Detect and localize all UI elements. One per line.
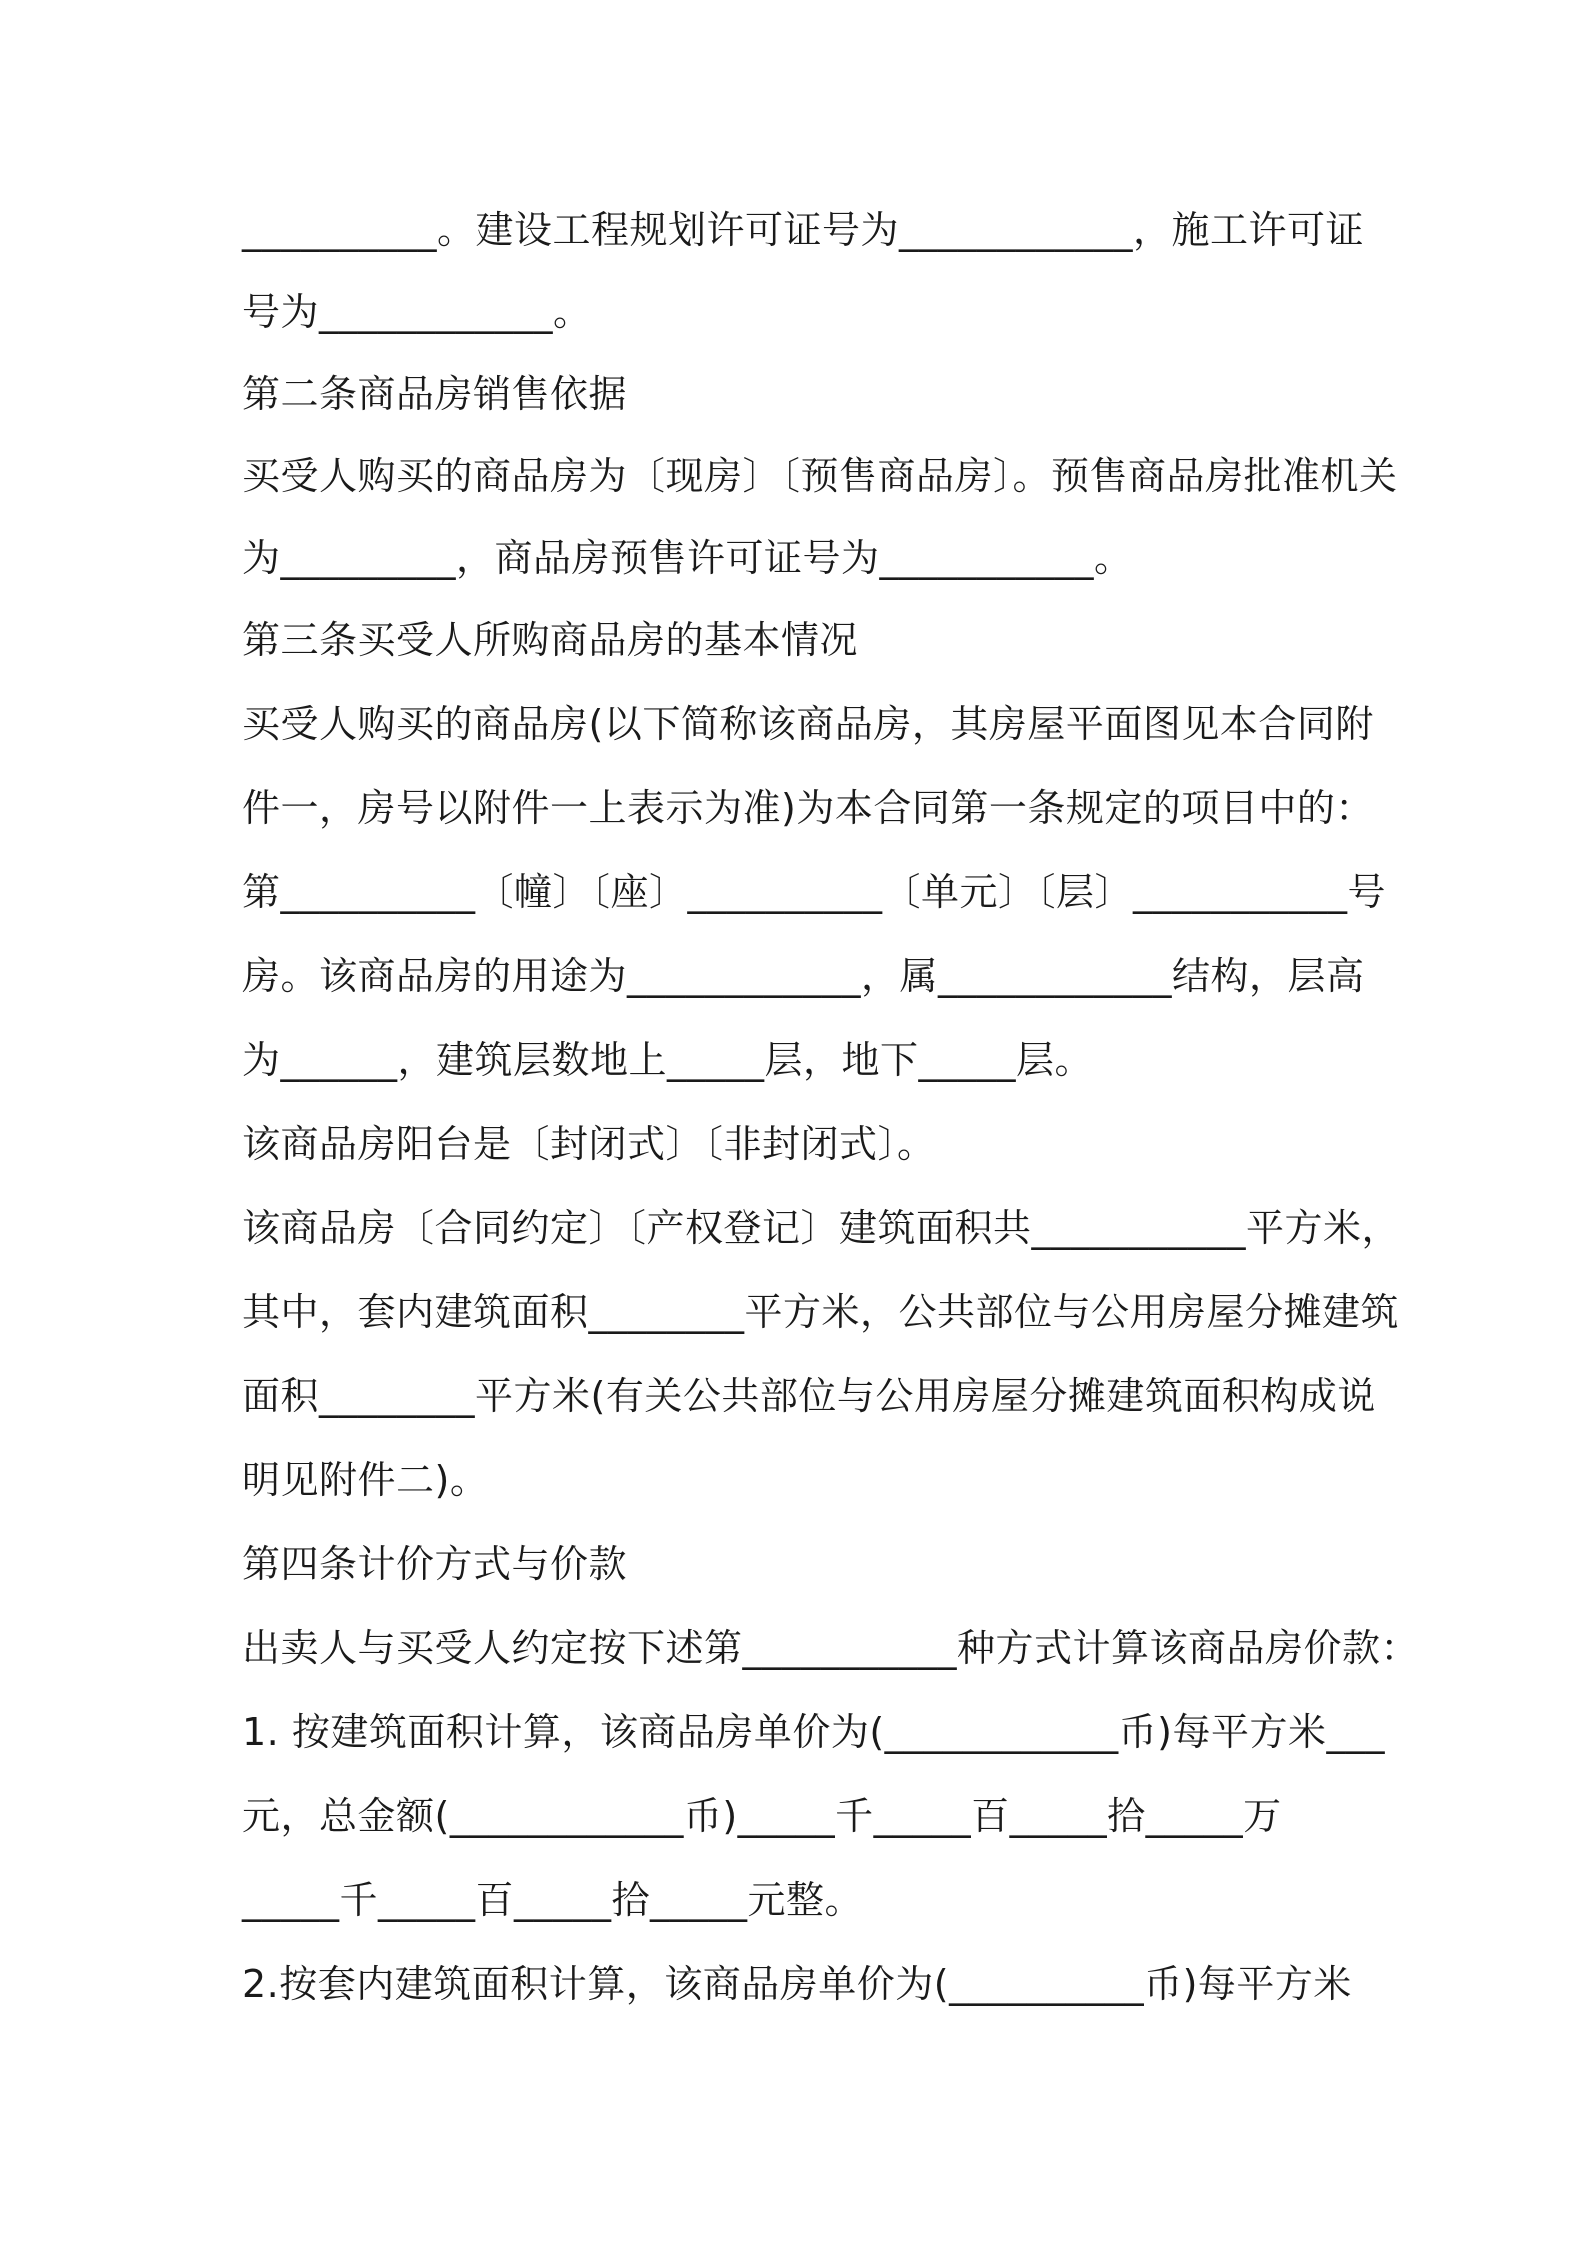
text-line: 出卖人与买受人约定按下述第___________种方式计算该商品房价款： xyxy=(242,1626,1420,1670)
text-line: _____千_____百_____拾_____元整。 xyxy=(242,1878,864,1922)
text-line: 该商品房〔合同约定〕〔产权登记〕建筑面积共___________平方米， xyxy=(242,1206,1401,1250)
text-line: 该商品房阳台是〔封闭式〕〔非封闭式〕。 xyxy=(242,1122,936,1166)
text-line: 明见附件二)。 xyxy=(242,1458,489,1502)
text-line: 买受人购买的商品房为〔现房〕〔预售商品房〕。预售商品房批准机关 xyxy=(242,454,1398,498)
text-line: 买受人购买的商品房(以下简称该商品房，其房屋平面图见本合同附 xyxy=(242,702,1374,746)
text-line: 房。该商品房的用途为____________，属____________结构，层高 xyxy=(242,954,1365,998)
text-line: 第__________〔幢〕〔座〕__________〔单元〕〔层〕___________号 xyxy=(242,870,1387,914)
article-heading: 第四条计价方式与价款 xyxy=(242,1542,628,1586)
text-line: 件一，房号以附件一上表示为准)为本合同第一条规定的项目中的： xyxy=(242,786,1374,830)
article-heading: 第三条买受人所购商品房的基本情况 xyxy=(242,618,859,662)
text-line: 元，总金额(____________币)_____千_____百_____拾_____万 xyxy=(242,1794,1282,1838)
text-line: 为_________，商品房预售许可证号为___________。 xyxy=(242,536,1133,580)
text-line: 其中，套内建筑面积________平方米，公共部位与公用房屋分摊建筑 xyxy=(242,1290,1400,1334)
text-line: 面积________平方米(有关公共部位与公用房屋分摊建筑面积构成说 xyxy=(242,1374,1376,1418)
text-line: 号为____________。 xyxy=(242,290,592,334)
text-line: __________。建设工程规划许可证号为____________，施工许可证 xyxy=(242,208,1365,252)
article-heading: 第二条商品房销售依据 xyxy=(242,372,628,416)
text-line: 2.按套内建筑面积计算，该商品房单价为(__________币)每平方米 xyxy=(242,1962,1352,2006)
text-line: 为______，建筑层数地上_____层，地下_____层。 xyxy=(242,1038,1094,1082)
text-line: 1. 按建筑面积计算，该商品房单价为(____________币)每平方米___ xyxy=(242,1710,1385,1754)
